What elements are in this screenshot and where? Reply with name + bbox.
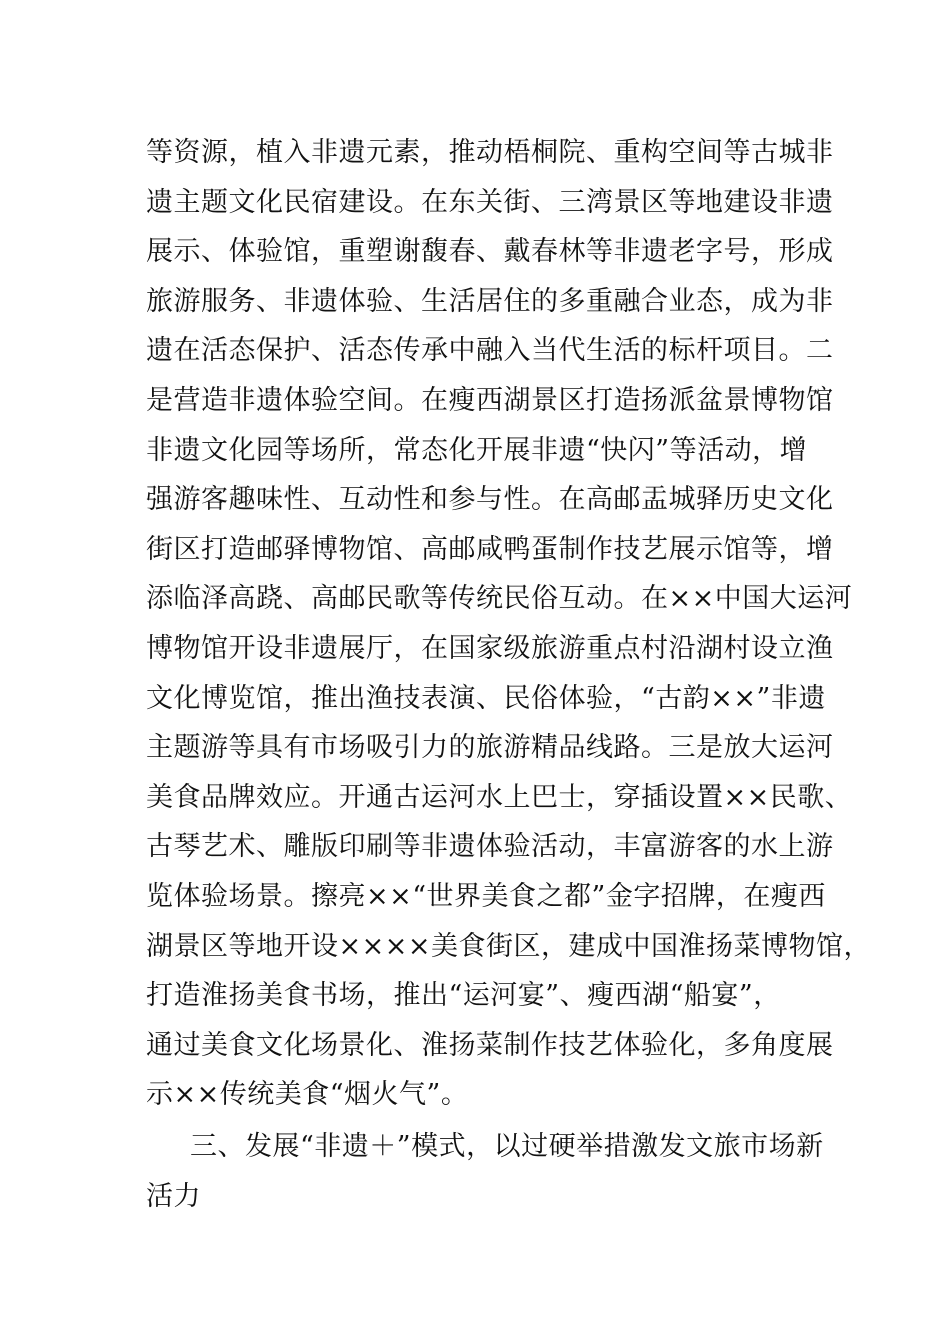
paragraph-line: 通过美食文化场景化、淮扬菜制作技艺体验化，多角度展 <box>146 1029 834 1061</box>
paragraph-line: 湖景区等地开设××××美食街区，建成中国淮扬菜博物馆， <box>146 930 871 962</box>
section-heading-line-2: 活力 <box>146 1180 201 1212</box>
paragraph-line: 主题游等具有市场吸引力的旅游精品线路。三是放大运河 <box>146 732 834 764</box>
paragraph-line: 是营造非遗体验空间。在瘦西湖景区打造扬派盆景博物馆 <box>146 384 834 416</box>
paragraph-line: 旅游服务、非遗体验、生活居住的多重融合业态，成为非 <box>146 285 834 317</box>
paragraph-line: 打造淮扬美食书场，推出“运河宴”、瘦西湖“船宴”， <box>146 980 781 1012</box>
section-heading <box>146 1122 836 1221</box>
paragraph-line: 强游客趣味性、互动性和参与性。在高邮盂城驿历史文化 <box>146 484 834 516</box>
paragraph-line: 示××传统美食“烟火气”。 <box>146 1079 469 1111</box>
paragraph-line: 等资源，植入非遗元素，推动梧桐院、重构空间等古城非 <box>146 137 834 168</box>
paragraph-line: 遗主题文化民宿建设。在东关街、三湾景区等地建设非遗 <box>146 186 834 218</box>
body-paragraph <box>146 128 871 1120</box>
paragraph-line: 古琴艺术、雕版印刷等非遗体验活动，丰富游客的水上游 <box>146 831 834 863</box>
paragraph-line: 美食品牌效应。开通古运河水上巴士，穿插设置××民歌、 <box>146 781 853 813</box>
paragraph-line: 文化博览馆，推出渔技表演、民俗体验，“古韵××”非遗 <box>146 682 826 714</box>
paragraph-line: 街区打造邮驿博物馆、高邮咸鸭蛋制作技艺展示馆等，增 <box>146 533 834 565</box>
paragraph-line: 遗在活态保护、活态传承中融入当代生活的标杆项目。二 <box>146 335 834 367</box>
paragraph-line: 添临泽高跷、高邮民歌等传统民俗互动。在××中国大运河 <box>146 583 853 615</box>
paragraph-line: 展示、体验馆，重塑谢馥春、戴春林等非遗老字号，形成 <box>146 236 834 268</box>
paragraph-line: 览体验场景。擦亮××“世界美食之都”金字招牌，在瘦西 <box>146 880 826 912</box>
section-heading-line-1: 三、发展“非遗＋”模式，以过硬举措激发文旅市场新 <box>190 1131 824 1162</box>
paragraph-line: 非遗文化园等场所，常态化开展非遗“快闪”等活动，增 <box>146 434 808 466</box>
paragraph-line: 博物馆开设非遗展厅，在国家级旅游重点村沿湖村设立渔 <box>146 632 834 664</box>
